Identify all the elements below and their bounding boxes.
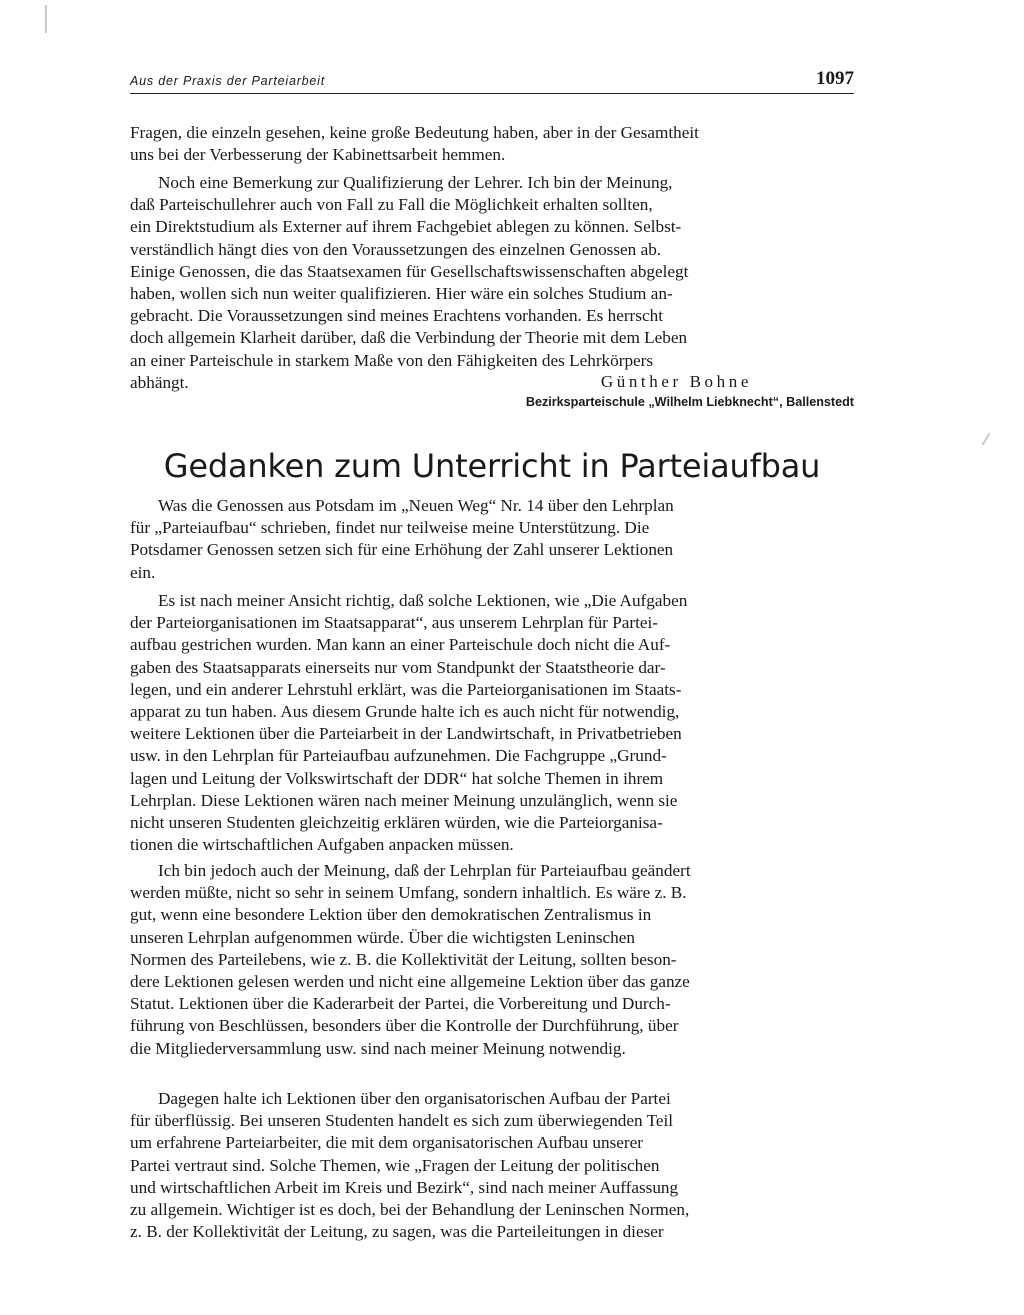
running-header — [130, 68, 854, 92]
author-signature: Günther Bohne — [600, 372, 752, 391]
header-rule — [130, 93, 854, 94]
paragraph: Es ist nach meiner Ansicht richtig, daß solche Lektionen, wie „Die Aufgaben der Parteiorganisationen im Staatsapparat“, aus unserem Lehrplan für Partei- aufbau gestrichen wurden. Man kann an einer Parteischule doch nicht die Auf- gaben des Staatsapparats einerseits nur vom Standpunkt der Staatstheorie dar- legen, und ein anderer Lehrstuhl erklärt, was die Parteiorganisationen im Staats- apparat zu tun haben. Aus diesem Grunde halte ich es auch nicht für notwendig, weitere Lektionen über die Parteiarbeit in der Landwirtschaft, in Privatbetrieben usw. in den Lehrplan für Parteiaufbau aufzunehmen. Die Fachgruppe „Grund- lagen und Leitung der Volkswirtschaft der DDR“ hat solche Themen in ihrem Lehrplan. Diese Lektionen wären nach meiner Meinung unzulänglich, wenn sie nicht unseren Studenten gleichzeitig erklären würden, wie die Parteiorganisa- tionen die wirtschaftlichen Aufgaben anpacken müssen. — [130, 591, 688, 855]
paragraph: Was die Genossen aus Potsdam im „Neuen Weg“ Nr. 14 über den Lehrplan für „Parteiaufbau“ schrieben, findet nur teilweise meine Unterstützung. Die Potsdamer Genossen setzen sich für eine Erhöhung der Zahl unserer Lektionen ein. — [130, 496, 674, 582]
page-number: 1097 — [816, 68, 854, 89]
paragraph: Fragen, die einzeln gesehen, keine große Bedeutung haben, aber in der Gesamtheit uns bei der Verbesserung der Kabinettsarbeit hemmen. — [130, 123, 699, 165]
scan-mark — [982, 432, 991, 445]
paragraph: Noch eine Bemerkung zur Qualifizierung der Lehrer. Ich bin der Meinung, daß Parteischullehrer auch von Fall zu Fall die Möglichkeit erhalten sollten, ein Direktstudium als Externer auf ihrem Fachgebiet ablegen zu können. Selbst- verständlich hängt dies von den Voraussetzungen des einzelnen Genossen ab. Einige Genossen, die das Staatsexamen für Gesellschaftswissenschaften abgelegt haben, wollen sich nun weiter qualifizieren. Hier wäre ein solches Studium an- gebracht. Die Voraussetzungen sind meines Erachtens vorhanden. Es herrscht doch allgemein Klarheit darüber, daß die Verbindung der Theorie mit dem Leben an einer Parteischule in starkem Maße von den Fähigkeiten des Lehrkörpers abhängt. — [130, 173, 689, 392]
paragraph: Dagegen halte ich Lektionen über den organisatorischen Aufbau der Partei für überflüssig. Bei unseren Studenten handelt es sich zum überwiegenden Teil um erfahrene Parteiarbeiter, die mit dem organisatorischen Aufbau unserer Partei vertraut sind. Solche Themen, wie „Fragen der Leitung der politischen und wirtschaftlichen Arbeit im Kreis und Bezirk“, sind nach meiner Auffassung zu allgemein. Wichtiger ist es doch, bei der Behandlung der Leninschen Normen, z. B. der Kollektivität der Leitung, zu sagen, was die Parteileitungen in dieser — [130, 1089, 690, 1242]
author-affiliation: Bezirksparteischule „Wilhelm Liebknecht“, Ballenstedt — [525, 395, 854, 409]
paragraph: Ich bin jedoch auch der Meinung, daß der Lehrplan für Parteiaufbau geändert werden müßte, nicht so sehr in seinem Umfang, sondern inhaltlich. Es wäre z. B. gut, wenn eine besondere Lektion über den demokratischen Zentralismus in unseren Lehrplan aufgenommen würde. Über die wichtigsten Leninschen Normen des Parteilebens, wie z. B. die Kollektivität der Leitung, sollten beson- dere Lektionen gelesen werden und nicht eine allgemeine Lektion über das ganze Statut. Lektionen über die Kaderarbeit der Partei, die Vorbereitung und Durch- führung von Beschlüssen, besonders über die Kontrolle der Durchführung, über die Mitgliederversammlung usw. sind nach meiner Meinung notwendig. — [130, 861, 691, 1058]
scan-mark — [45, 5, 47, 33]
article-title: Gedanken zum Unterricht in Parteiaufbau — [163, 447, 821, 485]
running-title: Aus der Praxis der Parteiarbeit — [130, 74, 326, 88]
